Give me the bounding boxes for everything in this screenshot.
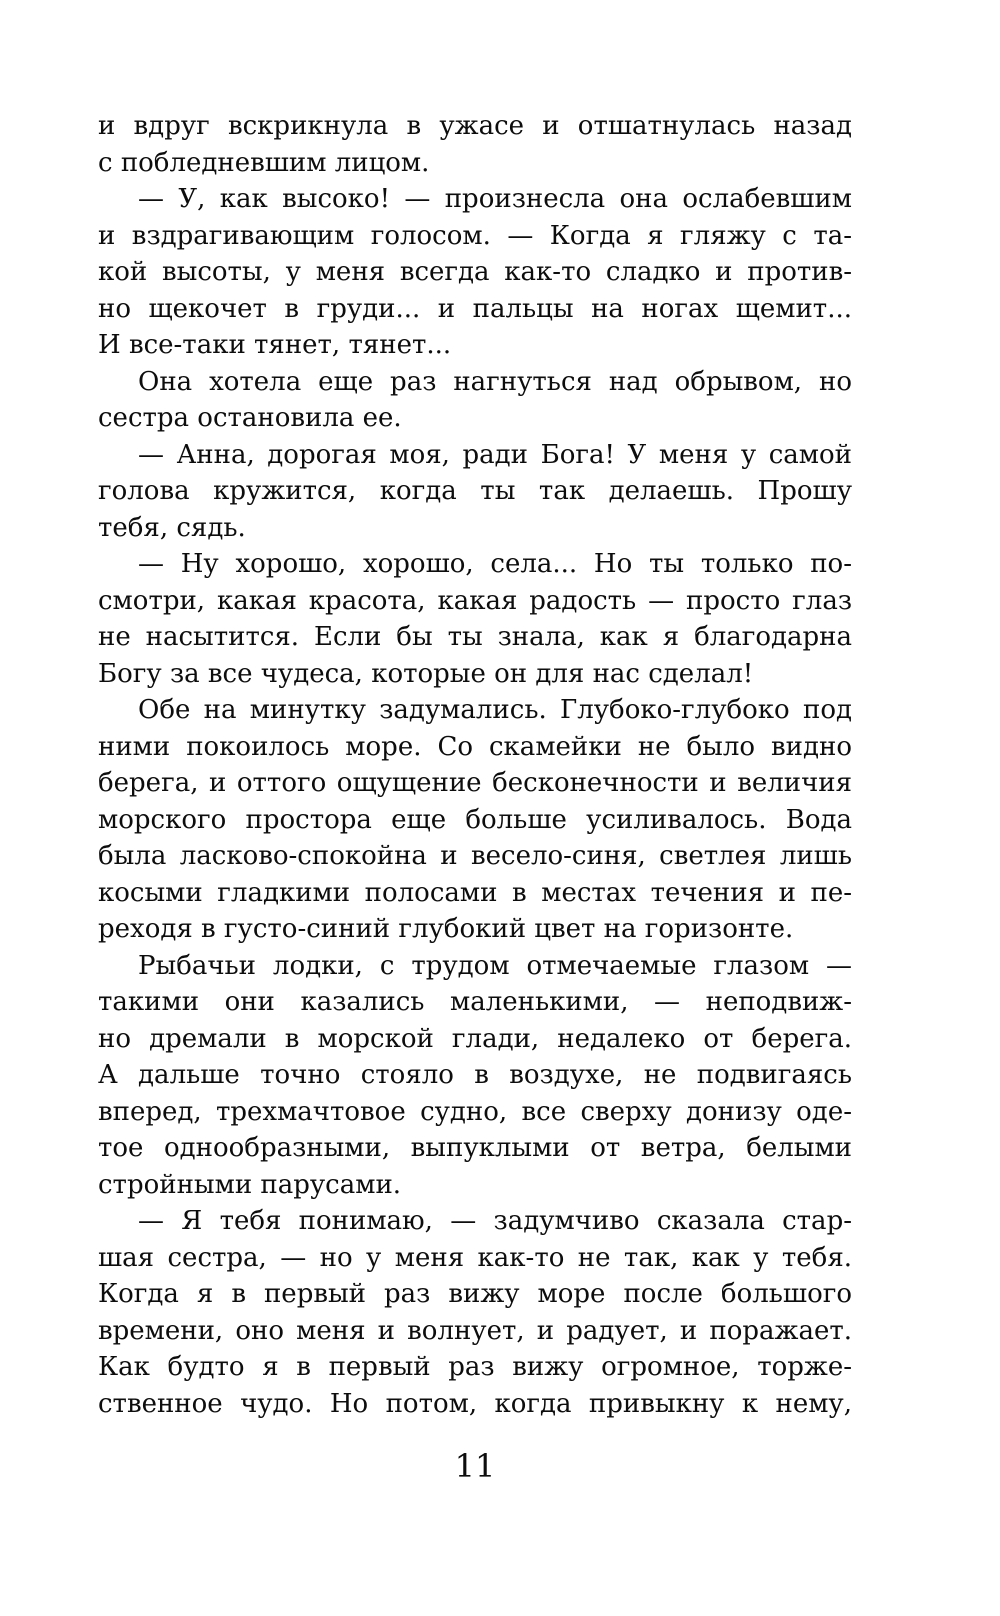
text-line: А дальше точно стояло в воздухе, не подвигаясь [98, 1060, 852, 1090]
text-line: — Я тебя понимаю, — задумчиво сказала стар- [138, 1206, 852, 1236]
text-line: — Анна, дорогая моя, ради Бога! У меня у самой [138, 439, 852, 470]
text-line: И все-таки тянет, тянет... [98, 330, 452, 360]
text-line: морского простора еще больше усиливалось. Вода [98, 804, 852, 835]
text-line: кой высоты, у меня всегда как-то сладко и против- [98, 257, 852, 287]
text-line: такими они казались маленькими, — неподвиж- [98, 987, 852, 1017]
text-line: косыми гладкими полосами в местах течения и пе- [98, 877, 852, 908]
text-line: голова кружится, когда ты так делаешь. Прошу [98, 476, 852, 506]
text-line: ними покоилось море. Со скамейки не было видно [98, 731, 852, 762]
text-line: Когда я в первый раз вижу море после большого [98, 1279, 852, 1309]
text-line: тебя, сядь. [98, 512, 246, 543]
text-line: была ласково-спокойна и весело-синя, светлея лишь [98, 841, 852, 871]
text-line: Богу за все чудеса, которые он для нас сделал! [98, 658, 754, 689]
text-line: шая сестра, — но у меня как-то не так, как у тебя. [98, 1242, 852, 1273]
text-line: стройными парусами. [98, 1169, 402, 1200]
text-line: времени, оно меня и волнует, и радует, и поражает. [98, 1315, 852, 1346]
text-line: Как будто я в первый раз вижу огромное, торже- [98, 1352, 852, 1382]
text-line: ственное чудо. Но потом, когда привыкну к нему, [98, 1388, 852, 1419]
text-line: вперед, трехмачтовое судно, все сверху донизу оде- [98, 1096, 852, 1127]
text-line: смотри, какая красота, какая радость — просто глаз [98, 585, 852, 616]
text-line: и вдруг вскрикнула в ужасе и отшатнулась назад [98, 111, 852, 141]
text-line: реходя в густо-синий глубокий цвет на горизонте. [98, 914, 794, 944]
text-line: — Ну хорошо, хорошо, села... Но ты только по- [138, 549, 852, 579]
text-line: Обе на минутку задумались. Глубоко-глубоко под [138, 695, 852, 725]
text-line: Она хотела еще раз нагнуться над обрывом, но [138, 366, 852, 397]
text-line: но щекочет в груди... и пальцы на ногах щемит... [98, 293, 852, 324]
text-line: сестра остановила ее. [98, 403, 402, 433]
text-line: — У, как высоко! — произнесла она ослабевшим [138, 184, 852, 214]
text-line: Рыбачьи лодки, с трудом отмечаемые глазом — [138, 950, 852, 981]
page-number: 11 [454, 1447, 496, 1485]
text-line: берега, и оттого ощущение бесконечности и величия [98, 768, 852, 798]
text-line: с побледневшим лицом. [98, 147, 430, 178]
text-line: не насытится. Если бы ты знала, как я благодарна [98, 622, 852, 652]
text-line: тое однообразными, выпуклыми от ветра, белыми [98, 1133, 852, 1163]
text-line: и вздрагивающим голосом. — Когда я гляжу с та- [98, 220, 852, 251]
text-block [98, 108, 852, 1422]
text-line: но дремали в морской глади, недалеко от берега. [98, 1023, 852, 1054]
